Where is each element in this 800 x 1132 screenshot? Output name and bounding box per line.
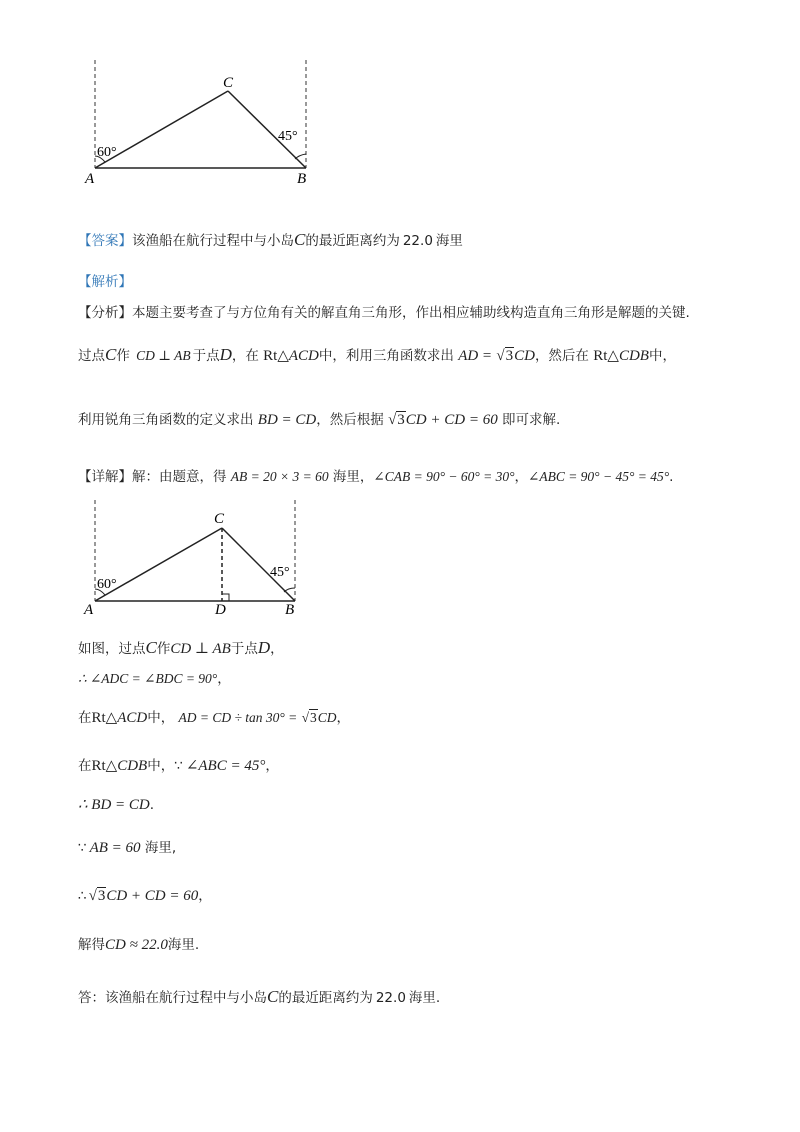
ab-expression: AB = 20 × 3 = 60 bbox=[230, 469, 329, 484]
sqrt-3: √3 bbox=[388, 412, 405, 428]
text: 海里， bbox=[332, 469, 374, 485]
analysis-tag: 【解析】 bbox=[78, 274, 132, 290]
sqrt-radicand: 3 bbox=[397, 412, 405, 428]
because-symbol: ∵ bbox=[78, 840, 87, 856]
label-b: B bbox=[285, 602, 295, 618]
angle-abc-expression: ∠ABC = 90° − 45° = 45° bbox=[528, 469, 670, 484]
perp-expression: CD ⊥ AB bbox=[170, 641, 231, 657]
sqrt-radicand: 3 bbox=[97, 888, 106, 904]
point-d: D bbox=[219, 345, 232, 364]
text: 作 bbox=[116, 348, 130, 364]
step-5 bbox=[78, 795, 154, 814]
angle-label-a: 60° bbox=[97, 577, 117, 592]
angle-cab-expression: ∠CAB = 90° − 60° = 30° bbox=[373, 469, 515, 484]
label-a: A bbox=[84, 602, 94, 618]
method-line-2 bbox=[78, 408, 560, 429]
text: 如图，过点 bbox=[78, 641, 146, 657]
answer-unit: 海里 bbox=[435, 233, 463, 249]
sum-expression: CD + CD = 60 bbox=[106, 888, 199, 904]
label-c: C bbox=[223, 75, 234, 91]
text: 海里. bbox=[408, 990, 441, 1006]
sqrt-3: √3 bbox=[301, 710, 317, 725]
text: ，在 bbox=[231, 348, 259, 364]
step-7 bbox=[78, 884, 212, 905]
triangle-cdb: CDB bbox=[117, 758, 148, 774]
text: . bbox=[669, 469, 674, 485]
label-c: C bbox=[214, 511, 225, 527]
text: 答：该渔船在航行过程中与小岛 bbox=[78, 990, 267, 1006]
fenxi-line bbox=[78, 301, 690, 321]
figure-2 bbox=[80, 500, 320, 620]
label-a: A bbox=[85, 171, 95, 187]
text: 作 bbox=[156, 641, 171, 657]
label-b: B bbox=[297, 171, 307, 187]
text: 过点 bbox=[78, 348, 105, 364]
cd-result: CD ≈ 22.0 bbox=[105, 937, 168, 953]
step-3 bbox=[78, 706, 350, 727]
answer-point: C bbox=[294, 230, 306, 249]
text: 海里, bbox=[144, 840, 177, 856]
text: 中， bbox=[147, 710, 175, 726]
method-line-1 bbox=[78, 344, 676, 365]
detail-line bbox=[78, 465, 673, 485]
text: 中， bbox=[648, 348, 676, 364]
text: ， bbox=[336, 710, 351, 726]
angle-adc-bdc: ∴ ∠ADC = ∠BDC = 90° bbox=[78, 671, 218, 686]
angle-abc-expression: ∠ABC = 45° bbox=[185, 758, 266, 774]
text: 中， bbox=[147, 758, 175, 774]
triangle-acd: ACD bbox=[288, 348, 319, 364]
ab-expression: AB = 60 bbox=[89, 840, 141, 856]
sqrt-3: √3 bbox=[496, 348, 514, 364]
text: ， bbox=[514, 469, 529, 485]
text: ， bbox=[217, 671, 231, 687]
answer-line bbox=[78, 229, 463, 250]
text: 即可求解. bbox=[502, 412, 561, 428]
answer-text-2: 的最近距离约为 bbox=[305, 233, 400, 249]
bd-equals-cd: ∴ BD = CD bbox=[78, 797, 150, 813]
label-d: D bbox=[215, 602, 226, 618]
detail-tag: 【详解】 bbox=[78, 469, 132, 485]
text: ，然后根据 bbox=[316, 412, 384, 428]
ad-expression: AD = bbox=[458, 348, 493, 364]
point-c: C bbox=[267, 987, 279, 1006]
rt-triangle: Rt△ bbox=[91, 758, 118, 774]
text: 中，利用三角函数求出 bbox=[318, 348, 454, 364]
rt-triangle: Rt△ bbox=[593, 348, 619, 364]
text: . bbox=[149, 797, 155, 813]
sqrt-radicand: 3 bbox=[505, 348, 514, 364]
angle-label-b: 45° bbox=[270, 565, 290, 580]
rt-triangle: Rt△ bbox=[263, 348, 289, 364]
triangle-acd: ACD bbox=[117, 710, 148, 726]
text: 于点 bbox=[230, 641, 258, 657]
final-answer bbox=[78, 986, 440, 1007]
sum-expression: CD + CD = 60 bbox=[405, 412, 498, 428]
answer-text-1: 该渔船在航行过程中与小岛 bbox=[132, 233, 294, 249]
text: ，然后在 bbox=[534, 348, 589, 364]
sqrt-3: √3 bbox=[88, 888, 106, 904]
final-value: 22.0 bbox=[375, 990, 406, 1006]
step-1 bbox=[78, 637, 284, 658]
text: 解得 bbox=[78, 937, 105, 953]
ad-expression: AD = CD ÷ tan 30° = bbox=[178, 710, 298, 725]
text: 于点 bbox=[192, 348, 220, 364]
perp-expression: CD ⊥ AB bbox=[136, 348, 191, 363]
text: 在 bbox=[78, 758, 92, 774]
therefore-symbol: ∴ bbox=[78, 888, 87, 904]
because-symbol: ∵ bbox=[174, 758, 183, 774]
fenxi-text: 本题主要考查了与方位角有关的解直角三角形，作出相应辅助线构造直角三角形是解题的关键. bbox=[132, 305, 690, 321]
answer-value: 22.0 bbox=[402, 233, 433, 249]
step-2 bbox=[78, 667, 231, 687]
text: 海里. bbox=[167, 937, 200, 953]
point-c: C bbox=[145, 638, 157, 657]
fenxi-tag: 【分析】 bbox=[78, 305, 132, 321]
right-angle-mark bbox=[222, 594, 229, 601]
text: 的最近距离约为 bbox=[278, 990, 373, 1006]
angle-label-a: 60° bbox=[97, 145, 117, 160]
step-4 bbox=[78, 754, 279, 775]
bd-equals-cd: BD = CD bbox=[257, 412, 317, 428]
angle-label-b: 45° bbox=[278, 129, 298, 144]
step-6 bbox=[78, 836, 176, 857]
text: 在 bbox=[78, 710, 92, 726]
triangle-cdb: CDB bbox=[618, 348, 649, 364]
rt-triangle: Rt△ bbox=[91, 710, 118, 726]
point-c: C bbox=[105, 345, 117, 364]
text: ， bbox=[198, 888, 212, 904]
sqrt-radicand: 3 bbox=[310, 710, 317, 725]
step-8 bbox=[78, 933, 199, 954]
text: ， bbox=[270, 641, 284, 657]
text: ， bbox=[265, 758, 279, 774]
point-d: D bbox=[257, 638, 271, 657]
cd: CD bbox=[317, 710, 337, 725]
answer-tag: 【答案】 bbox=[78, 233, 132, 249]
text: 利用锐角三角函数的定义求出 bbox=[78, 412, 254, 428]
cd: CD bbox=[514, 348, 535, 364]
figure-1 bbox=[80, 60, 330, 190]
text: 解：由题意，得 bbox=[132, 469, 227, 485]
